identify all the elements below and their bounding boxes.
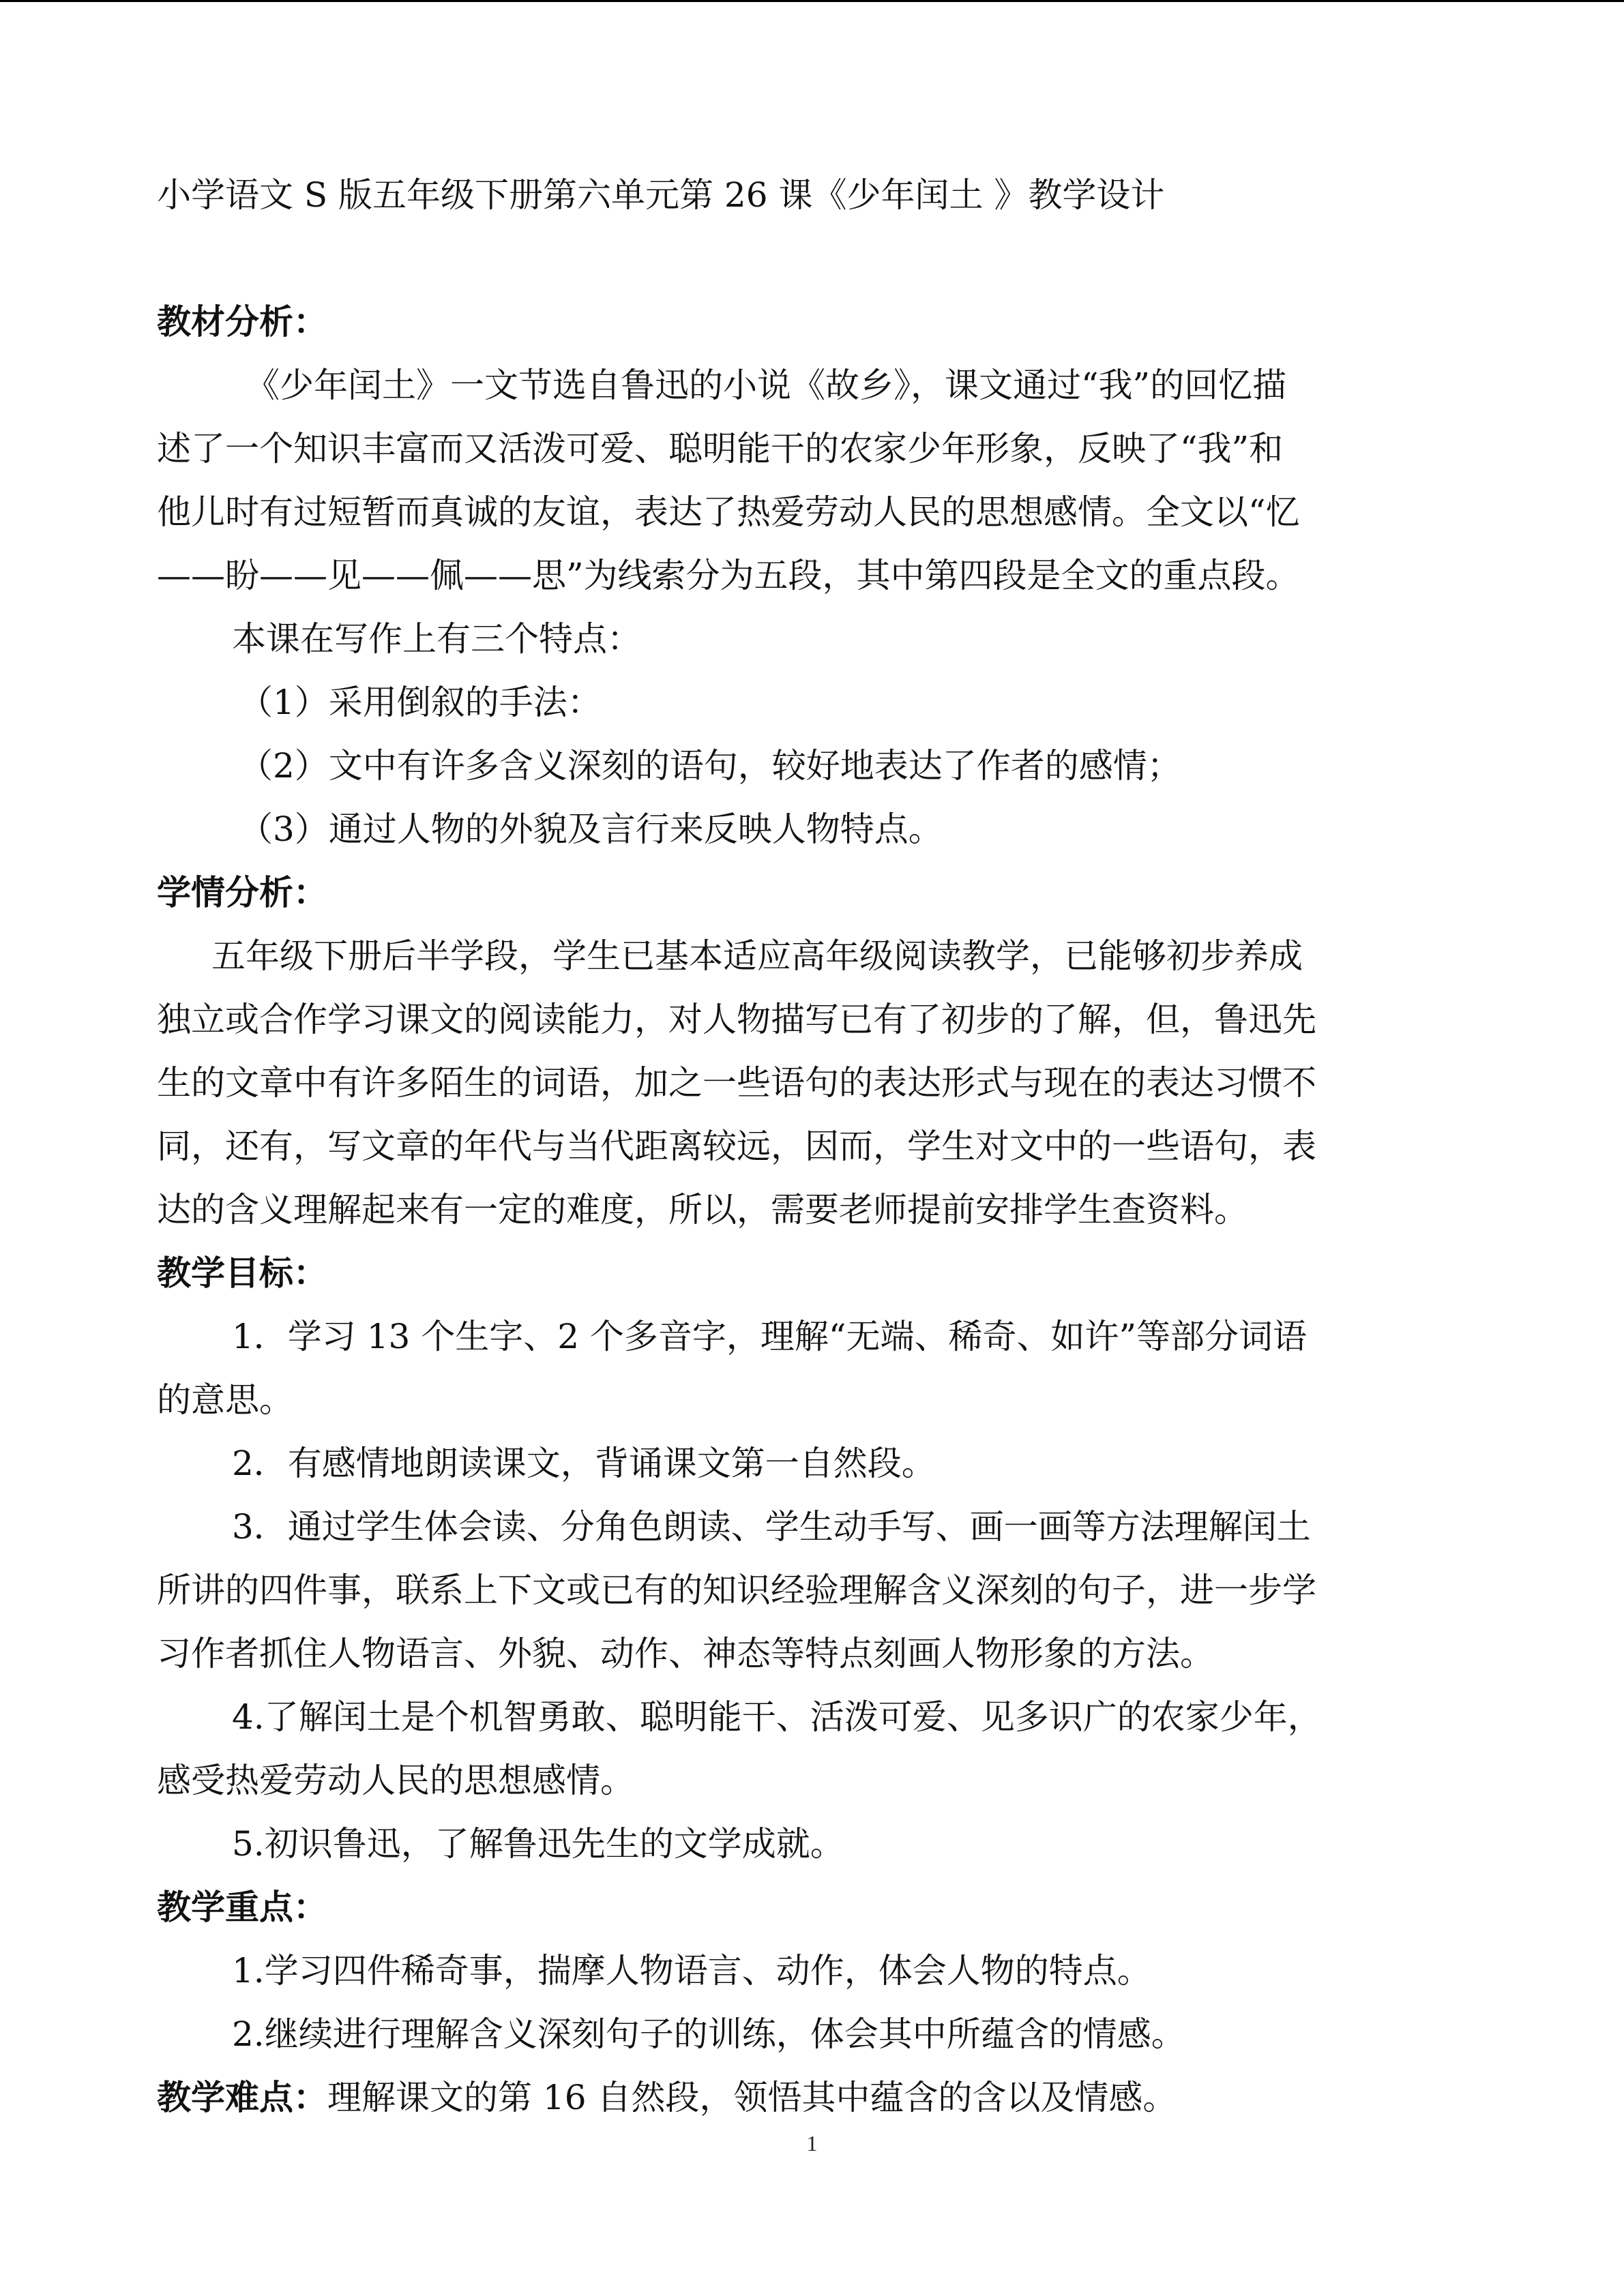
page-number: 1 <box>806 2131 818 2156</box>
section-heading-difficulty: 教学难点： <box>157 2078 327 2117</box>
students-line: 独立或合作学习课文的阅读能力，对人物描写已有了初步的了解，但，鲁迅先 <box>157 1000 1316 1039</box>
goal-line: 感受热爱劳动人民的思想感情。 <box>157 1761 634 1800</box>
goal-line: 1．学习 13 个生字、2 个多音字，理解“无端、稀奇、如许”等部分词语 <box>232 1317 1308 1356</box>
section-heading-material: 教材分析： <box>157 302 327 342</box>
material-line: 《少年闰土》一文节选自鲁迅的小说《故乡》，课文通过“我”的回忆描 <box>246 366 1287 405</box>
goal-line: 的意思。 <box>157 1380 293 1420</box>
section-heading-students: 学情分析： <box>157 873 327 912</box>
difficulty-line <box>157 2066 1466 2130</box>
goal-line: 2．有感情地朗读课文，背诵课文第一自然段。 <box>232 1444 936 1483</box>
material-line: 述了一个知识丰富而又活泼可爱、聪明能干的农家少年形象，反映了“我”和 <box>157 429 1284 468</box>
keypoint-item: 1.学习四件稀奇事，揣摩人物语言、动作，体会人物的特点。 <box>232 1951 1151 1991</box>
keypoint-item: 2.继续进行理解含义深刻句子的训练，体会其中所蕴含的情感。 <box>232 2014 1185 2054</box>
goal-line: 4.了解闰土是个机智勇敢、聪明能干、活泼可爱、见多识广的农家少年， <box>232 1697 1322 1737</box>
goal-line: 5.初识鲁迅，了解鲁迅先生的文学成就。 <box>232 1824 844 1864</box>
material-line: ——盼——见——佩——思”为线索分为五段，其中第四段是全文的重点段。 <box>157 556 1300 595</box>
students-line: 五年级下册后半学段，学生已基本适应高年级阅读教学，已能够初步养成 <box>211 936 1303 976</box>
feature-item: （3）通过人物的外貌及言行来反映人物特点。 <box>239 809 943 849</box>
spacer <box>157 227 1466 290</box>
goal-line: 3．通过学生体会读、分角色朗读、学生动手写、画一画等方法理解闰土 <box>232 1507 1311 1547</box>
difficulty-text: 理解课文的第 16 自然段，领悟其中蕴含的含以及情感。 <box>327 2078 1177 2117</box>
feature-item: （1）采用倒叙的手法： <box>239 683 602 722</box>
document-title: 小学语文 S 版五年级下册第六单元第 26 课《少年闰土 》教学设计 <box>157 175 1165 215</box>
material-line: 他儿时有过短暂而真诚的友谊，表达了热爱劳动人民的思想感情。全文以“忆 <box>157 492 1300 532</box>
goal-line: 所讲的四件事，联系上下文或已有的知识经验理解含义深刻的句子，进一步学 <box>157 1570 1316 1610</box>
section-heading-keypoints: 教学重点： <box>157 1888 327 1927</box>
students-line: 同，还有，写文章的年代与当代距离较远，因而，学生对文中的一些语句，表 <box>157 1127 1316 1166</box>
features-intro: 本课在写作上有三个特点： <box>232 619 641 659</box>
feature-item: （2）文中有许多含义深刻的语句，较好地表达了作者的感情； <box>239 746 1181 786</box>
section-heading-goals: 教学目标： <box>157 1253 327 1293</box>
students-line: 生的文章中有许多陌生的词语，加之一些语句的表达形式与现在的表达习惯不 <box>157 1063 1316 1103</box>
goal-line: 习作者抓住人物语言、外貌、动作、神态等特点刻画人物形象的方法。 <box>157 1634 1214 1673</box>
page-top-border <box>0 0 1624 2</box>
students-line: 达的含义理解起来有一定的难度，所以，需要老师提前安排学生查资料。 <box>157 1190 1248 1229</box>
document-page <box>157 164 1466 2130</box>
